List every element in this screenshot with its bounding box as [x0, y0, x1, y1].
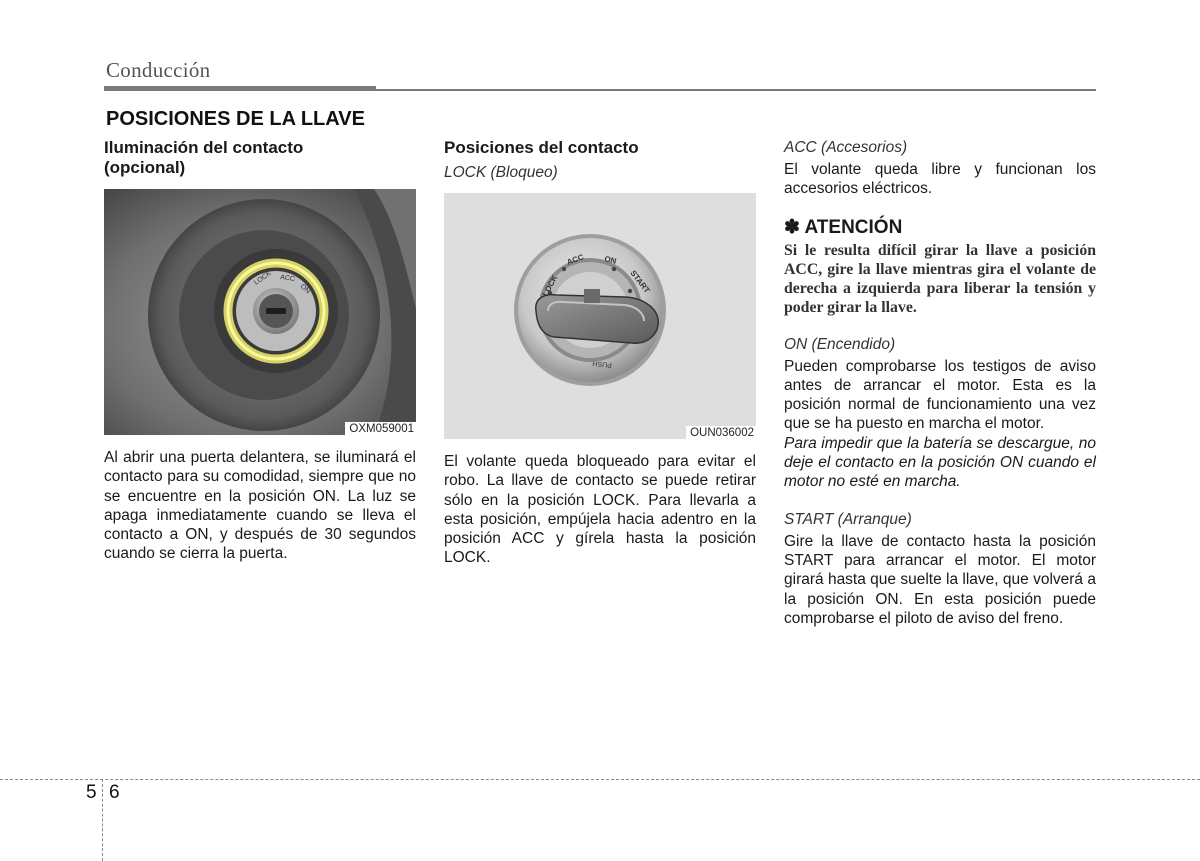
- ring-label-lock-2: LOCK: [540, 273, 560, 298]
- acc-heading: ACC (Accesorios): [784, 139, 908, 156]
- illumination-body: Al abrir una puerta delantera, se iluminará el contacto para su comodidad, siempre que no se encuentre en la posición ON. La luz se apaga inmediatamente cuando se lleva el contacto a ON, y después de 30 segundos cuando se cierra la puerta.: [104, 449, 416, 563]
- column-illumination: [104, 138, 416, 564]
- ring-label-start: START: [628, 268, 652, 295]
- lock-ring-labels: [444, 193, 756, 439]
- figure-code-1: OXM059001: [345, 422, 416, 435]
- ignition-lock-figure: [444, 193, 756, 439]
- lock-body: El volante queda bloqueado para evitar el robo. La llave de contacto se puede retirar sólo en la posición LOCK. Para llevarla a esta posición, empújela hacia adentro en la posición ACC y gírela hasta la posición LOCK.: [444, 453, 756, 567]
- ring-label-acc: ACC: [279, 274, 296, 284]
- illumination-ring-labels: [104, 189, 416, 435]
- header-title: Conducción: [106, 58, 211, 82]
- illumination-heading-line1: Iluminación del contacto: [104, 138, 304, 157]
- on-heading: ON (Encendido): [784, 335, 896, 353]
- footer-divider: [0, 779, 1200, 780]
- acc-body: El volante queda libre y funcionan los accesorios eléctricos.: [784, 161, 1096, 198]
- ring-label-on: ON: [298, 283, 312, 296]
- footer-vertical-divider: [102, 779, 103, 861]
- attention-body: Si le resulta difícil girar la llave a posición ACC, gire la llave mientras gira el volante de derecha a izquierda para liberar la tensión y poder girar la llave.: [784, 241, 1096, 316]
- header-rule-thin: [376, 89, 1096, 91]
- ring-label-push: PUSH: [592, 359, 613, 368]
- column-acc-on-start: [784, 138, 1096, 628]
- ignition-illumination-figure: [104, 189, 416, 435]
- on-note: Para impedir que la batería se descargue, no deje el contacto en la posición ON cuando el motor no esté en marcha.: [784, 434, 1096, 491]
- on-body: Pueden comprobarse los testigos de aviso antes de arrancar el motor. Esta es la posición normal de funcionamiento una vez que se ha puesto en marcha el motor.: [784, 357, 1096, 433]
- ring-label-acc-2: ACC: [565, 252, 585, 267]
- figure-code-2: OUN036002: [686, 426, 756, 439]
- page-number: 6: [109, 782, 120, 803]
- illumination-heading-line2: (opcional): [104, 158, 186, 177]
- attention-title-text: ATENCIÓN: [804, 216, 903, 238]
- section-number: 5: [86, 782, 97, 803]
- positions-heading: Posiciones del contacto: [444, 138, 639, 157]
- start-heading: START (Arranque): [784, 510, 912, 528]
- attention-icon: ✽: [784, 216, 800, 238]
- header-rule-thick: [104, 86, 376, 91]
- section-title: POSICIONES DE LA LLAVE: [106, 108, 365, 130]
- lock-subheading: LOCK (Bloqueo): [444, 164, 558, 181]
- attention-title: [784, 217, 1096, 239]
- start-body: Gire la llave de contacto hasta la posición START para arrancar el motor. El motor girará hasta que suelte la llave, que volverá a la posición ON. En esta posición puede comprobarse el piloto de aviso del freno.: [784, 532, 1096, 627]
- ring-label-on-2: ON: [603, 254, 618, 266]
- column-positions: [444, 138, 756, 568]
- ring-label-lock: LOCK: [253, 269, 273, 287]
- illumination-heading: [104, 138, 416, 178]
